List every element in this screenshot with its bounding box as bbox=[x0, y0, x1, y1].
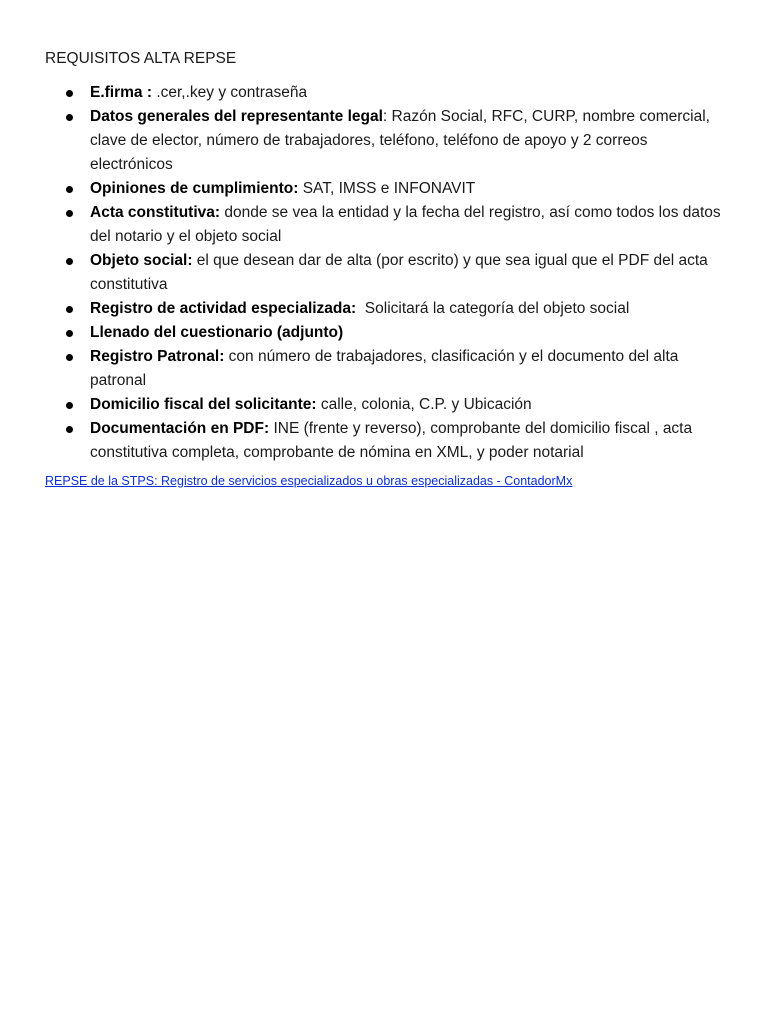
bullet-icon bbox=[66, 306, 73, 313]
list-item bbox=[45, 393, 725, 417]
requirement-label: Objeto social: bbox=[90, 252, 193, 269]
source-link[interactable]: REPSE de la STPS: Registro de servicios especializados u obras especializadas - ContadorMx bbox=[45, 474, 573, 488]
requirement-label: Documentación en PDF: bbox=[90, 420, 270, 437]
list-item bbox=[45, 249, 725, 297]
bullet-icon bbox=[66, 114, 73, 121]
list-item bbox=[45, 297, 725, 321]
list-item bbox=[45, 417, 725, 465]
requirement-label: Acta constitutiva: bbox=[90, 204, 221, 221]
requirement-text: calle, colonia, C.P. y Ubicación bbox=[316, 396, 532, 413]
document-title: REQUISITOS ALTA REPSE bbox=[45, 50, 237, 67]
bullet-icon bbox=[66, 210, 73, 217]
requirement-label: E.firma : bbox=[90, 84, 153, 101]
list-item bbox=[45, 81, 725, 105]
requirement-text: INE (frente y reverso), comprobante del domicilio fiscal , acta constitutiva completa, comprobante de nómina en XML, y poder notarial bbox=[90, 420, 693, 461]
list-item bbox=[45, 321, 725, 345]
list-item bbox=[45, 201, 725, 249]
requirement-text: .cer,.key y contraseña bbox=[152, 84, 308, 101]
requirement-text: el que desean dar de alta (por escrito) y que sea igual que el PDF del acta constitutiva bbox=[90, 252, 708, 293]
requirement-label: Domicilio fiscal del solicitante: bbox=[90, 396, 317, 413]
bullet-icon bbox=[66, 330, 73, 337]
requirement-text: con número de trabajadores, clasificación y el documento del alta patronal bbox=[90, 348, 679, 389]
requirements-list bbox=[45, 81, 725, 465]
requirement-text: donde se vea la entidad y la fecha del registro, así como todos los datos del notario y el objeto social bbox=[90, 204, 721, 245]
list-item bbox=[45, 177, 725, 201]
bullet-icon bbox=[66, 354, 73, 361]
requirement-label: Registro Patronal: bbox=[90, 348, 225, 365]
list-item bbox=[45, 345, 725, 393]
bullet-icon bbox=[66, 90, 73, 97]
bullet-icon bbox=[66, 186, 73, 193]
list-item bbox=[45, 105, 725, 177]
requirement-label: Registro de actividad especializada: bbox=[90, 300, 357, 317]
bullet-icon bbox=[66, 258, 73, 265]
requirement-label: Opiniones de cumplimiento: bbox=[90, 180, 299, 197]
requirement-label: Llenado del cuestionario (adjunto) bbox=[90, 324, 344, 341]
requirement-text: : Razón Social, RFC, CURP, nombre comercial, clave de elector, número de trabajadores, teléfono, teléfono de apoyo y 2 correos electrónicos bbox=[90, 108, 710, 173]
requirement-text: SAT, IMSS e INFONAVIT bbox=[298, 180, 476, 197]
bullet-icon bbox=[66, 402, 73, 409]
bullet-icon bbox=[66, 426, 73, 433]
requirement-text: Solicitará la categoría del objeto social bbox=[356, 300, 630, 317]
requirement-label: Datos generales del representante legal bbox=[90, 108, 383, 125]
